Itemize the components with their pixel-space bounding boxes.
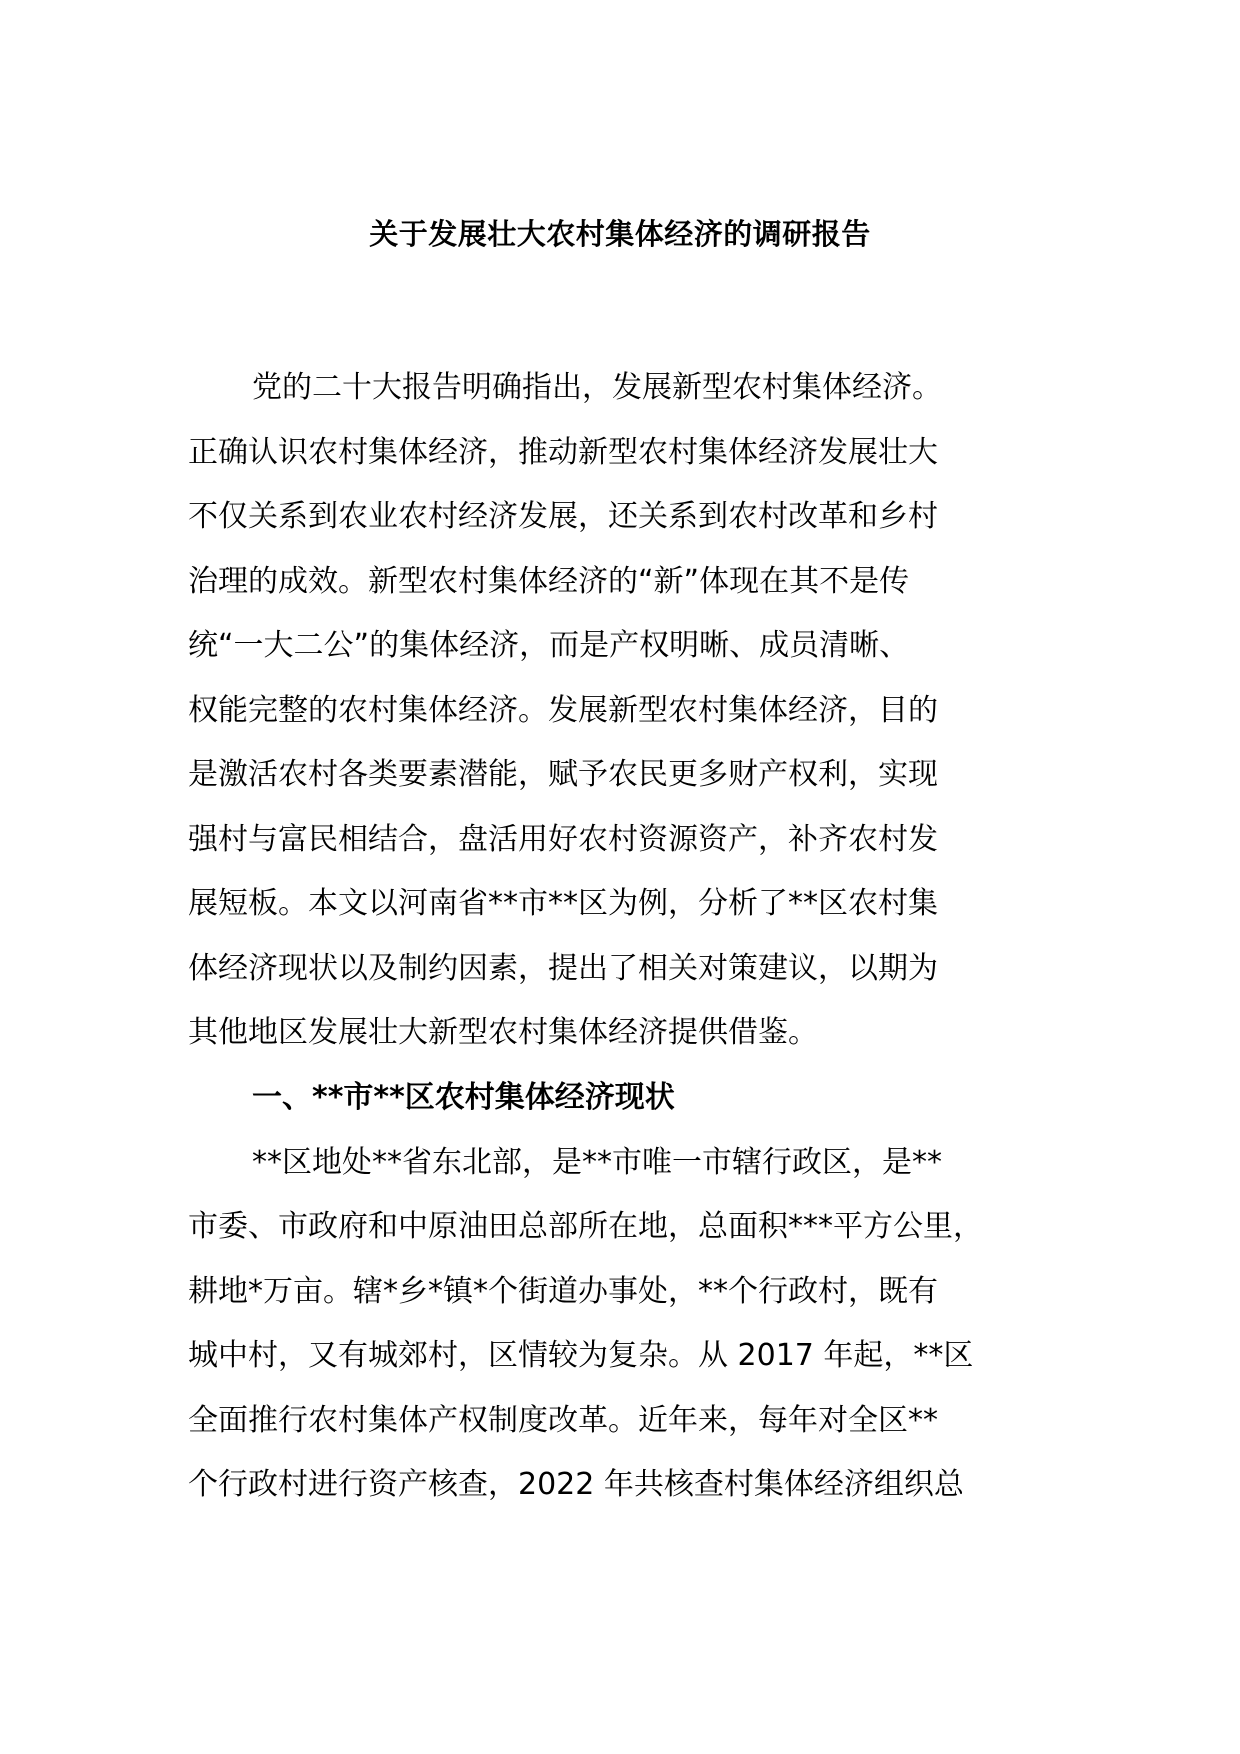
text-line: 全面推行农村集体产权制度改革。近年来，每年对全区**: [188, 1402, 938, 1438]
text-line: 市委、市政府和中原油田总部所在地，总面积***平方公里，: [188, 1209, 983, 1244]
text-line: 展短板。本文以河南省**市**区为例，分析了**区农村集: [188, 886, 938, 921]
text-line: 城中村，又有城郊村，区情较为复杂。从 2017 年起，**区: [188, 1338, 974, 1373]
text-line: 不仅关系到农业农村经济发展，还关系到农村改革和乡村: [188, 499, 938, 534]
section-heading: 一、**市**区农村集体经济现状: [252, 1080, 675, 1115]
text-line: 是激活农村各类要素潜能，赋予农民更多财产权利，实现: [188, 757, 938, 792]
text-line: 党的二十大报告明确指出，发展新型农村集体经济。: [252, 370, 942, 405]
text-line: 正确认识农村集体经济，推动新型农村集体经济发展壮大: [188, 434, 938, 470]
text-line: 权能完整的农村集体经济。发展新型农村集体经济，目的: [188, 692, 938, 728]
text-line: 治理的成效。新型农村集体经济的“新”体现在其不是传: [188, 563, 910, 599]
intro-paragraph: [188, 356, 1058, 1066]
text-line: 统“一大二公”的集体经济，而是产权明晰、成员清晰、: [188, 628, 910, 663]
text-line: 个行政村进行资产核查，2022 年共核查村集体经济组织总: [188, 1467, 964, 1502]
text-line: 其他地区发展壮大新型农村集体经济提供借鉴。: [188, 1015, 818, 1050]
document-title: 关于发展壮大农村集体经济的调研报告: [369, 217, 871, 251]
text-line: **区地处**省东北部，是**市唯一市辖行政区，是**: [252, 1144, 942, 1180]
text-line: 体经济现状以及制约因素，提出了相关对策建议，以期为: [188, 950, 938, 986]
text-line: 强村与富民相结合，盘活用好农村资源资产，补齐农村发: [188, 821, 938, 857]
text-line: 耕地*万亩。辖*乡*镇*个街道办事处，**个行政村，既有: [188, 1273, 938, 1309]
section-1: [188, 1066, 1058, 1518]
